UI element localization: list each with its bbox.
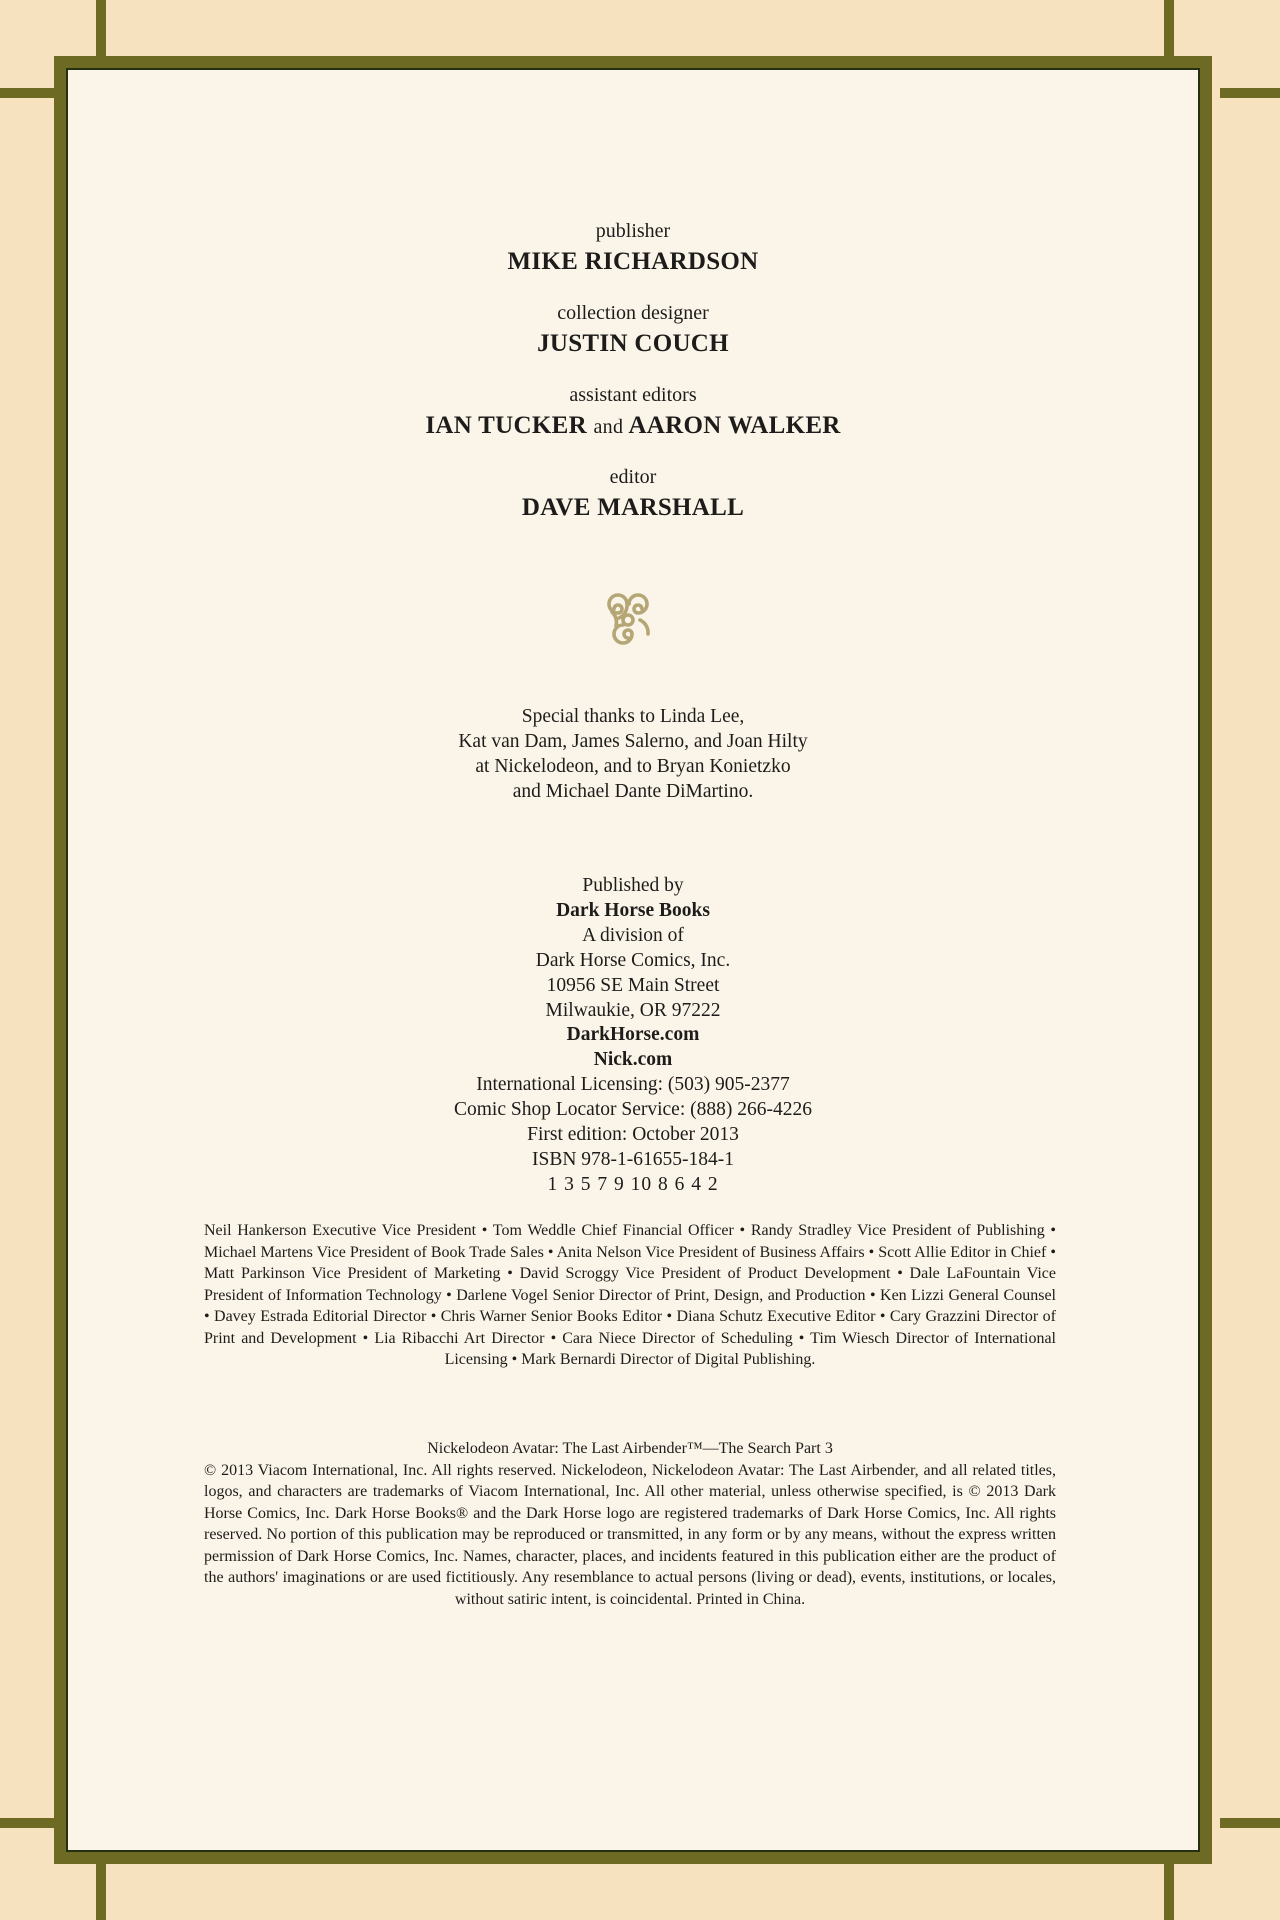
legal-title: Nickelodeon Avatar: The Last Airbender™—The Search Part 3 <box>427 1440 833 1457</box>
assistant-editor-1: IAN TUCKER <box>425 412 587 439</box>
frame-line <box>96 0 106 60</box>
imprint-name: Dark Horse Books <box>556 900 710 921</box>
page-frame <box>54 56 1212 1864</box>
publisher-name: MIKE RICHARDSON <box>507 248 759 275</box>
publisher-address: Published by Dark Horse Books A division of Dark Horse Comics, Inc. 10956 SE Main Street Milwaukie, OR 97222 <box>68 873 1198 1023</box>
publisher-role: publisher <box>595 220 671 242</box>
editor-role: editor <box>609 466 657 488</box>
frame-line <box>96 1860 106 1920</box>
editor-name: DAVE MARSHALL <box>521 494 745 521</box>
frame-line <box>0 88 60 98</box>
frame-line <box>1164 1860 1174 1920</box>
staff-list: Neil Hankerson Executive Vice President • Tom Weddle Chief Financial Officer • Randy Stradley Vice President of Publishing • Michael Martens Vice President of Book Trade Sales • Anita Nelson Vice President of Business Affairs • Scott Allie Editor in Chief • Matt Parkinson Vice President of Marketing • David Scroggy Vice President of Product Development • Dale LaFountain Vice President of Information Technology • Darlene Vogel Senior Director of Print, Design, and Production • Ken Lizzi General Counsel • Davey Estrada Editorial Director • Chris Warner Senior Books Editor • Diana Schutz Executive Editor • Cary Grazzini Director of Print and Development • Lia Ribacchi Art Director • Cara Niece Director of Scheduling • Tim Wiesch Director of International Licensing • Mark Bernardi Director of Digital Publishing. <box>204 1222 1056 1368</box>
assistant-editors-role: assistant editors <box>569 384 697 406</box>
assistant-editor-2: AARON WALKER <box>628 412 841 439</box>
designer-name: JUSTIN COUCH <box>537 330 729 357</box>
website-link[interactable]: Nick.com <box>593 1049 673 1070</box>
assistant-editors-names <box>68 412 1198 440</box>
air-nomad-swirl-icon <box>588 580 668 660</box>
contact-info: International Licensing: (503) 905-2377 Comic Shop Locator Service: (888) 266-4226 <box>454 1074 812 1120</box>
indicia-page <box>68 70 1198 1850</box>
legal-notice: Nickelodeon Avatar: The Last Airbender™—The Search Part 3 © 2013 Viacom International, Inc. All rights reserved. Nickelodeon, Nickelodeon Avatar: The Last Airbender, and all related titles, logos, and characters are trademarks of Viacom International, Inc. All other material, unless otherwise specified, is © 2013 Dark Horse Comics, Inc. Dark Horse Books® and the Dark Horse logo are registered trademarks of Dark Horse Comics, Inc. All rights reserved. No portion of this publication may be reproduced or transmitted, in any form or by any means, without the express written permission of Dark Horse Comics, Inc. Names, character, places, and incidents featured in this publication either are the product of the authors' imaginations or are used fictitiously. Any resemblance to actual persons (living or dead), events, institutions, or locales, without satiric intent, is coincidental. Printed in China. <box>204 1440 1056 1608</box>
printing-line: 1 3 5 7 9 10 8 6 4 2 <box>547 1174 719 1195</box>
websites <box>68 1022 1198 1072</box>
frame-line <box>1220 1818 1280 1828</box>
edition-info: First edition: October 2013 ISBN 978-1-61655-184-1 <box>527 1124 739 1170</box>
frame-line <box>1164 0 1174 60</box>
special-thanks: Special thanks to Linda Lee, Kat van Dam, James Salerno, and Joan Hilty at Nickelodeon, and to Bryan Konietzko and Michael Dante DiMartino. <box>458 706 808 802</box>
designer-role: collection designer <box>557 302 709 324</box>
assistant-and: and <box>593 416 624 438</box>
website-link[interactable]: DarkHorse.com <box>566 1024 700 1045</box>
frame-line <box>0 1818 60 1828</box>
frame-line <box>1220 88 1280 98</box>
